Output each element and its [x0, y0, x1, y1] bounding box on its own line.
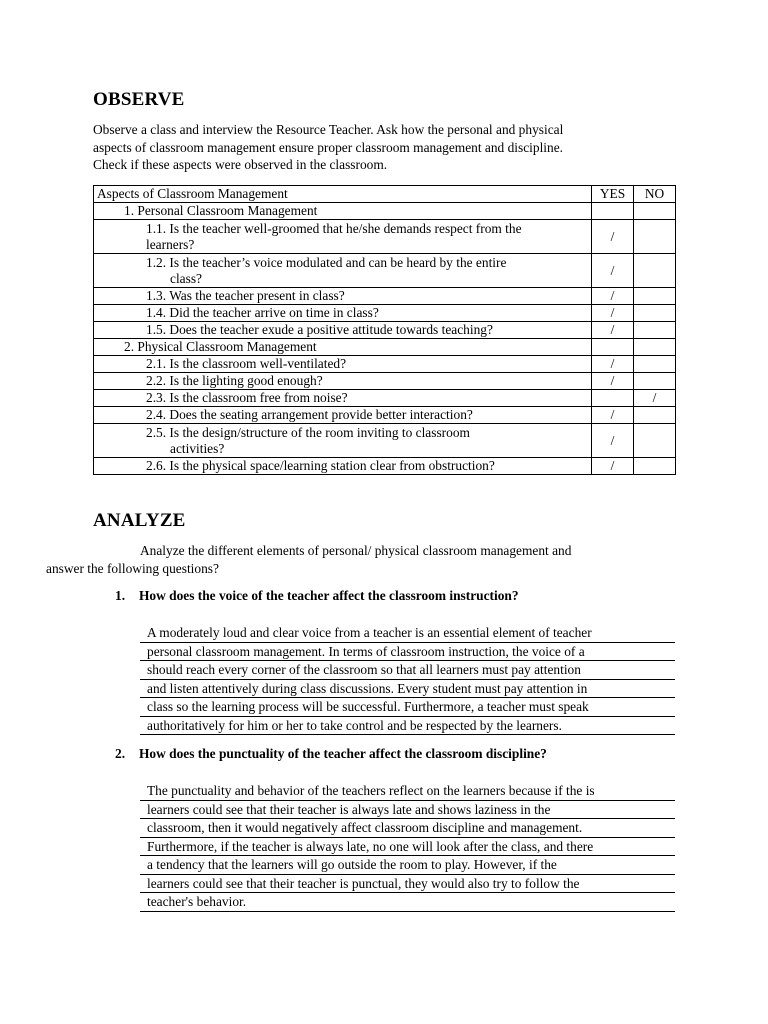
- intro-line: answer the following questions?: [46, 561, 219, 576]
- yes-mark: /: [592, 424, 634, 458]
- table-row: [94, 356, 676, 373]
- answer-1: [140, 624, 675, 735]
- answer-line: The punctuality and behavior of the teachers reflect on the learners because if the is: [140, 782, 675, 801]
- item-question: 1.1. Is the teacher well-groomed that he/she demands respect from the learners?: [94, 220, 592, 254]
- no-mark: [634, 373, 676, 390]
- yes-mark: /: [592, 288, 634, 305]
- intro-line: Observe a class and interview the Resource Teacher. Ask how the personal and physical: [93, 122, 564, 137]
- question-number: 1.: [115, 588, 126, 603]
- question-text: How does the voice of the teacher affect the classroom instruction?: [139, 588, 519, 603]
- item-question: 1.4. Did the teacher arrive on time in class?: [94, 305, 592, 322]
- table-row: [94, 220, 676, 254]
- yes-mark: /: [592, 373, 634, 390]
- table-row: [94, 407, 676, 424]
- item-question: 1.2. Is the teacher’s voice modulated and can be heard by the entire class?: [94, 254, 592, 288]
- item-question: 1.5. Does the teacher exude a positive attitude towards teaching?: [94, 322, 592, 339]
- no-mark: [634, 356, 676, 373]
- answer-line: class so the learning process will be successful. Furthermore, a teacher must speak: [140, 698, 675, 717]
- no-mark: [634, 288, 676, 305]
- intro-line: Analyze the different elements of personal/ physical classroom management and: [140, 543, 572, 558]
- item-question: 2.1. Is the classroom well-ventilated?: [94, 356, 592, 373]
- question-text: How does the punctuality of the teacher affect the classroom discipline?: [139, 746, 547, 761]
- yes-mark: /: [592, 458, 634, 475]
- answer-line: a tendency that the learners will go outside the room to play. However, if the: [140, 856, 675, 875]
- answer-line: learners could see that their teacher is punctual, they would also try to follow the: [140, 875, 675, 894]
- table-row: [94, 254, 676, 288]
- no-mark: [634, 407, 676, 424]
- answer-line: should reach every corner of the classroom so that all learners must pay attention: [140, 661, 675, 680]
- table-row: [94, 373, 676, 390]
- no-mark: [634, 305, 676, 322]
- yes-mark: /: [592, 322, 634, 339]
- item-question: 2.2. Is the lighting good enough?: [94, 373, 592, 390]
- section-title: 2. Physical Classroom Management: [94, 339, 592, 356]
- classroom-management-checklist: [93, 185, 676, 475]
- no-mark: [634, 254, 676, 288]
- table-row: [94, 288, 676, 305]
- question-number: 2.: [115, 746, 126, 761]
- no-mark: [634, 220, 676, 254]
- no-mark: [634, 458, 676, 475]
- answer-2: [140, 782, 675, 912]
- item-question: 2.3. Is the classroom free from noise?: [94, 390, 592, 407]
- question-2: [115, 746, 547, 762]
- item-question: 2.4. Does the seating arrangement provide better interaction?: [94, 407, 592, 424]
- yes-mark: /: [592, 407, 634, 424]
- answer-line: learners could see that their teacher is always late and shows laziness in the: [140, 801, 675, 820]
- section-title: 1. Personal Classroom Management: [94, 203, 592, 220]
- yes-mark: /: [592, 254, 634, 288]
- answer-line: Furthermore, if the teacher is always late, no one will look after the class, and there: [140, 838, 675, 857]
- intro-line: Check if these aspects were observed in the classroom.: [93, 157, 388, 172]
- answer-line: teacher's behavior.: [140, 893, 675, 912]
- table-row: [94, 305, 676, 322]
- header-aspect: Aspects of Classroom Management: [94, 186, 592, 203]
- yes-mark: /: [592, 305, 634, 322]
- section-row-personal: [94, 203, 676, 220]
- item-question: 2.5. Is the design/structure of the room inviting to classroom activities?: [94, 424, 592, 458]
- section-row-physical: [94, 339, 676, 356]
- yes-mark: [592, 390, 634, 407]
- table-row: [94, 458, 676, 475]
- no-mark: [634, 424, 676, 458]
- answer-line: and listen attentively during class discussions. Every student must pay attention in: [140, 680, 675, 699]
- answer-line: A moderately loud and clear voice from a teacher is an essential element of teacher: [140, 624, 675, 643]
- no-mark: /: [634, 390, 676, 407]
- table-row: [94, 424, 676, 458]
- answer-line: authoritatively for him or her to take control and be respected by the learners.: [140, 717, 675, 736]
- table-row: [94, 322, 676, 339]
- question-1: [115, 588, 519, 604]
- table-row: [94, 390, 676, 407]
- yes-mark: /: [592, 356, 634, 373]
- observe-heading: OBSERVE: [93, 89, 185, 110]
- header-yes: YES: [592, 186, 634, 203]
- item-question: 1.3. Was the teacher present in class?: [94, 288, 592, 305]
- header-no: NO: [634, 186, 676, 203]
- observe-intro: [93, 121, 653, 174]
- analyze-heading: ANALYZE: [93, 510, 186, 531]
- table-header-row: [94, 186, 676, 203]
- item-question: 2.6. Is the physical space/learning station clear from obstruction?: [94, 458, 592, 475]
- answer-line: classroom, then it would negatively affect classroom discipline and management.: [140, 819, 675, 838]
- answer-line: personal classroom management. In terms of classroom instruction, the voice of a: [140, 643, 675, 662]
- yes-mark: /: [592, 220, 634, 254]
- intro-line: aspects of classroom management ensure proper classroom management and discipline.: [93, 139, 564, 155]
- no-mark: [634, 322, 676, 339]
- analyze-intro: [46, 542, 653, 578]
